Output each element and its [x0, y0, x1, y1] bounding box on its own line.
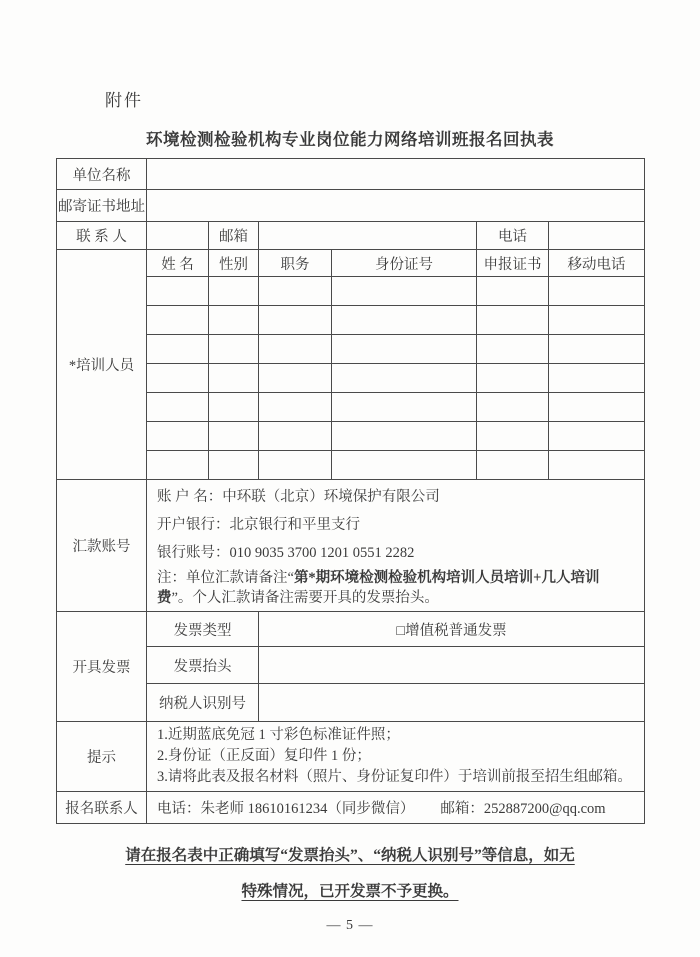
tips-row	[57, 722, 645, 792]
taxpayer-id-label: 纳税人识别号	[147, 684, 259, 722]
mailing-address-row	[57, 190, 645, 222]
remittance-account-name: 账 户 名：中环联（北京）环境保护有限公司	[157, 489, 440, 505]
notice-line-2-wrap	[0, 874, 700, 910]
registration-contact-row	[57, 792, 645, 824]
remittance-note-prefix: 注：单位汇款请备注“	[157, 570, 294, 586]
invoice-section-label: 开具发票	[57, 612, 147, 722]
invoice-type-value: □增值税普通发票	[259, 612, 645, 647]
personnel-col-gender: 性别	[209, 250, 259, 277]
tip-item-1: 1.近期蓝底免冠 1 寸彩色标准证件照；	[157, 727, 400, 743]
contact-email-cell	[259, 222, 477, 250]
footer-notice	[0, 838, 700, 910]
mailing-address-label: 邮寄证书地址	[57, 190, 147, 222]
registration-contact-email: 邮箱：252887200@qq.com	[440, 801, 606, 817]
personnel-empty-cell	[147, 306, 209, 335]
personnel-header-row	[57, 250, 645, 277]
remittance-content-cell	[147, 480, 645, 612]
contact-name-cell	[147, 222, 209, 250]
remittance-label: 汇款账号	[57, 480, 147, 612]
personnel-section-label: *培训人员	[57, 250, 147, 480]
personnel-col-certificate: 申报证书	[477, 250, 549, 277]
unit-name-row	[57, 159, 645, 190]
invoice-type-row	[57, 612, 645, 647]
contact-row	[57, 222, 645, 250]
notice-line-1: 请在报名表中正确填写“发票抬头”、“纳税人识别号”等信息，如无	[125, 847, 575, 864]
personnel-empty-cell	[147, 364, 209, 393]
personnel-col-id-number: 身份证号	[332, 250, 477, 277]
notice-line-1-wrap	[0, 838, 700, 874]
remittance-note-suffix: ”。个人汇款请备注需要开具的发票抬头。	[171, 590, 439, 606]
page-number: — 5 —	[326, 918, 374, 933]
remittance-row	[57, 480, 645, 612]
tips-label: 提示	[57, 722, 147, 792]
notice-line-2: 特殊情况，已开发票不予更换。	[241, 883, 459, 900]
contact-label: 联 系 人	[57, 222, 147, 250]
remittance-note	[157, 568, 634, 608]
contact-phone-cell	[549, 222, 645, 250]
personnel-empty-cell	[147, 335, 209, 364]
mailing-address-value-cell	[147, 190, 645, 222]
contact-email-label: 邮箱	[209, 222, 259, 250]
invoice-type-label: 发票类型	[147, 612, 259, 647]
personnel-col-position: 职务	[259, 250, 332, 277]
tips-content-cell	[147, 722, 645, 792]
attachment-label: 附件	[105, 91, 143, 110]
taxpayer-id-value-cell	[259, 684, 645, 722]
invoice-title-label: 发票抬头	[147, 647, 259, 684]
remittance-account-number: 银行账号：010 9035 3700 1201 0551 2282	[157, 545, 415, 561]
personnel-col-mobile: 移动电话	[549, 250, 645, 277]
registration-contact-cell	[147, 792, 645, 824]
personnel-empty-cell	[147, 451, 209, 480]
remittance-bank: 开户银行：北京银行和平里支行	[157, 517, 360, 533]
registration-contact-phone: 电话：朱老师 18610161234（同步微信）	[157, 801, 415, 817]
contact-phone-label: 电话	[477, 222, 549, 250]
remittance-note-bold: 第*期环境检测检验机构培训人员培训+几人培训费	[157, 570, 600, 606]
invoice-title-value-cell	[259, 647, 645, 684]
personnel-col-name: 姓 名	[147, 250, 209, 277]
unit-name-label: 单位名称	[57, 159, 147, 190]
registration-contact-label: 报名联系人	[57, 792, 147, 824]
tip-item-3: 3.请将此表及报名材料（照片、身份证复印件）于培训前报至招生组邮箱。	[157, 769, 632, 785]
unit-name-value-cell	[147, 159, 645, 190]
registration-form-table	[56, 158, 645, 824]
tip-item-2: 2.身份证（正反面）复印件 1 份；	[157, 748, 371, 764]
page-title: 环境检测检验机构专业岗位能力网络培训班报名回执表	[146, 130, 554, 149]
personnel-empty-cell	[147, 422, 209, 451]
personnel-empty-cell	[147, 393, 209, 422]
personnel-empty-cell	[147, 277, 209, 306]
